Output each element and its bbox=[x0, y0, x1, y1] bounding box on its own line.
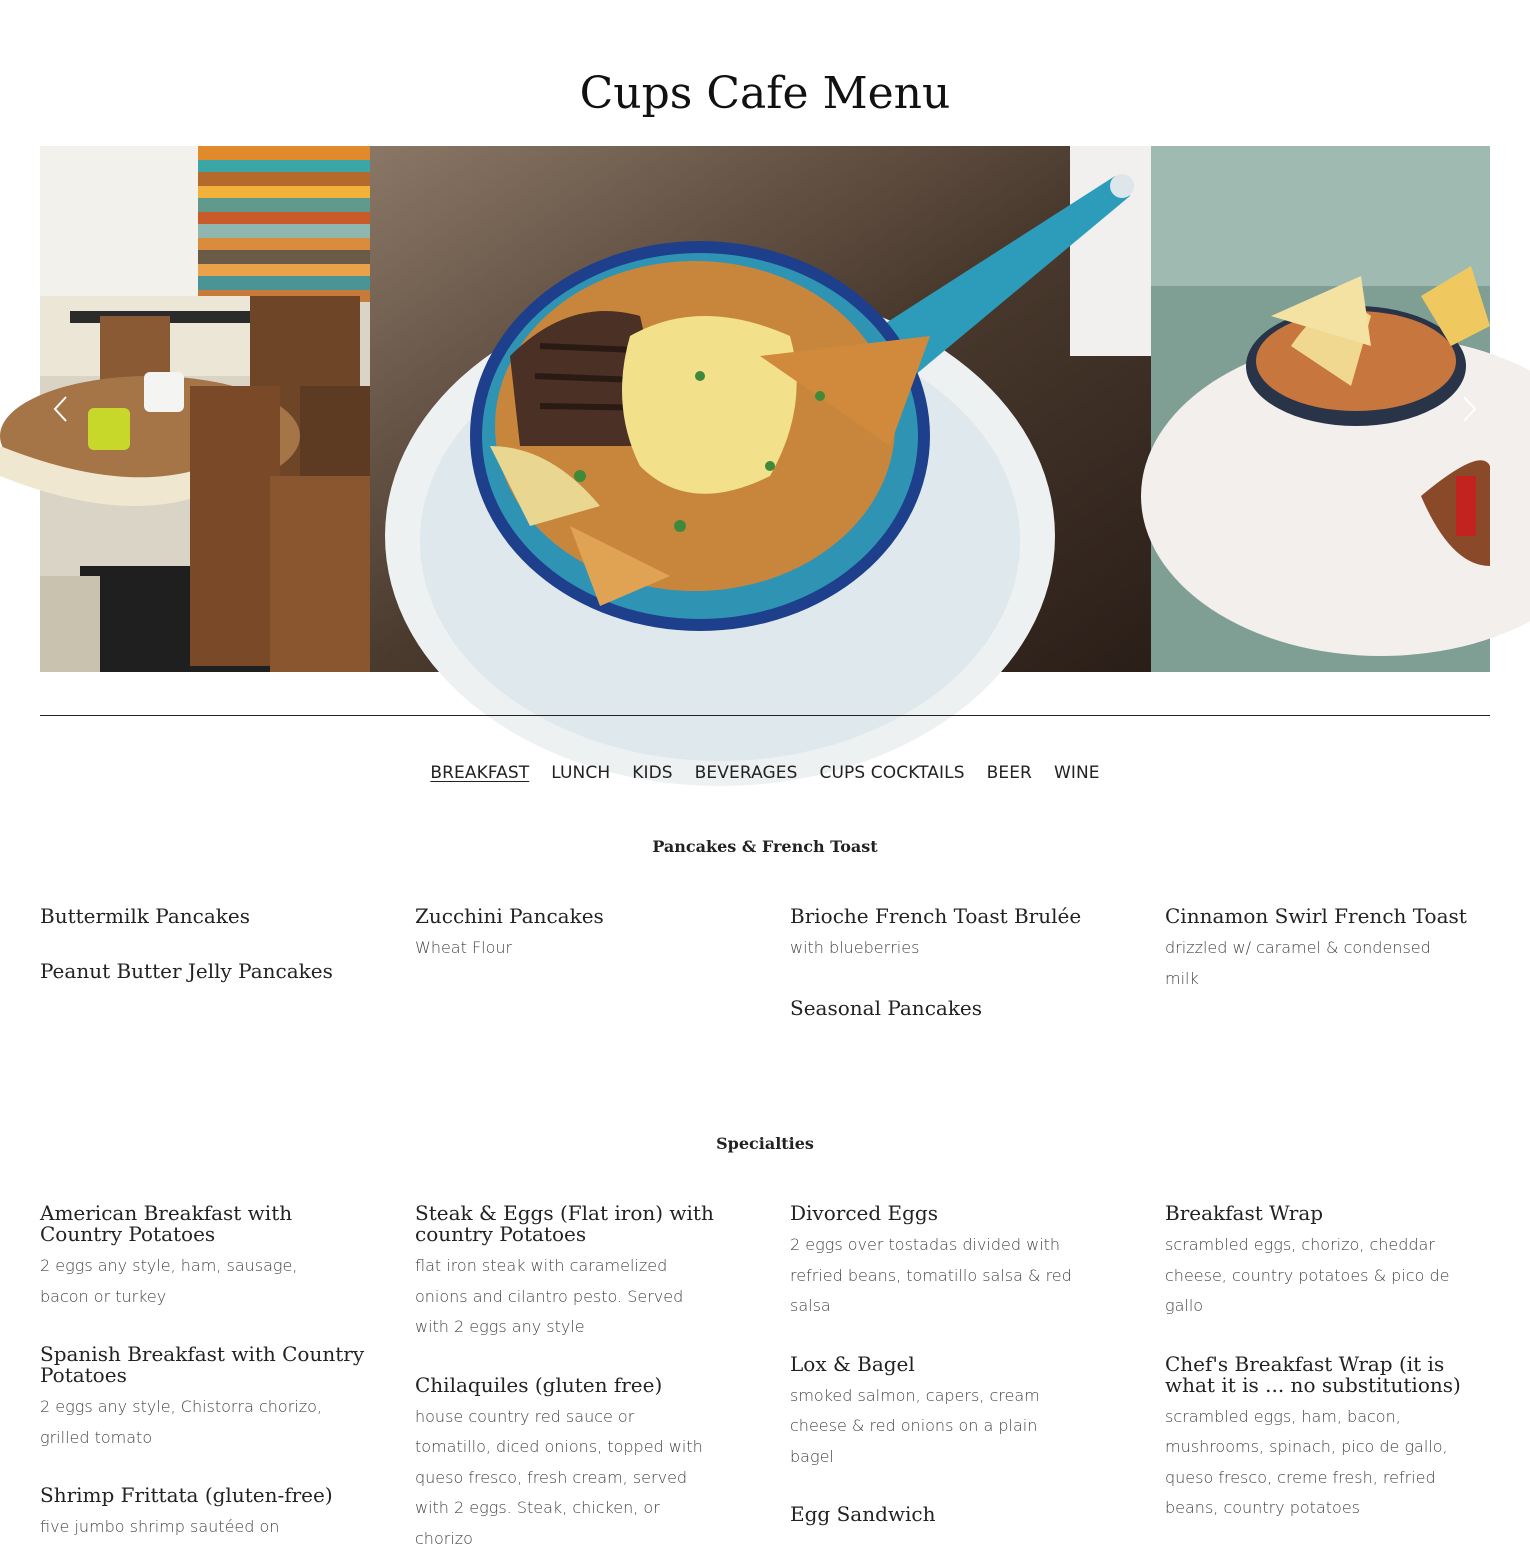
tab-kids[interactable]: KIDS bbox=[632, 760, 672, 786]
item-description: 2 eggs over tostadas divided with refried beans, tomatillo salsa & red salsa bbox=[790, 1230, 1080, 1322]
item-description: 2 eggs any style, ham, sausage, bacon or turkey bbox=[40, 1251, 330, 1312]
section-heading-specialties: Specialties bbox=[0, 1133, 1530, 1155]
menu-item bbox=[1165, 906, 1495, 994]
menu-item bbox=[415, 1203, 745, 1343]
item-name: Brioche French Toast Brulée bbox=[790, 906, 1120, 927]
menu-item bbox=[790, 906, 1120, 964]
item-description: 2 eggs any style, Chistorra chorizo, grilled tomato bbox=[40, 1392, 330, 1453]
item-name: Peanut Butter Jelly Pancakes bbox=[40, 961, 370, 982]
menu-item bbox=[790, 998, 1120, 1019]
menu-item bbox=[40, 1203, 370, 1312]
section-heading-pancakes: Pancakes & French Toast bbox=[0, 836, 1530, 858]
item-name: Seasonal Pancakes bbox=[790, 998, 1120, 1019]
item-name: Steak & Eggs (Flat iron) with country Potatoes bbox=[415, 1203, 745, 1245]
item-description: scrambled eggs, chorizo, cheddar cheese, country potatoes & pico de gallo bbox=[1165, 1230, 1455, 1322]
item-description: drizzled w/ caramel & condensed milk bbox=[1165, 933, 1455, 994]
item-name: Zucchini Pancakes bbox=[415, 906, 745, 927]
specialties-column-1 bbox=[40, 1203, 370, 1543]
tab-lunch[interactable]: LUNCH bbox=[551, 760, 610, 786]
carousel-slide-beans bbox=[1151, 146, 1490, 672]
item-name: Lox & Bagel bbox=[790, 1354, 1120, 1375]
carousel-prev-button[interactable] bbox=[46, 394, 76, 424]
menu-item bbox=[415, 1375, 745, 1554]
menu-item bbox=[40, 961, 370, 982]
beans-photo bbox=[1151, 146, 1490, 672]
chilaquiles-photo bbox=[370, 146, 1151, 672]
menu-item bbox=[790, 1203, 1120, 1322]
menu-tabs bbox=[0, 760, 1530, 786]
item-description: with blueberries bbox=[790, 933, 1080, 964]
menu-item bbox=[1165, 1354, 1495, 1524]
specialties-column-3 bbox=[790, 1203, 1120, 1525]
tab-cups-cocktails[interactable]: CUPS COCKTAILS bbox=[820, 760, 965, 786]
pancakes-column-1 bbox=[40, 906, 370, 982]
item-name: Breakfast Wrap bbox=[1165, 1203, 1495, 1224]
interior-photo bbox=[40, 146, 370, 672]
pancakes-column-2 bbox=[415, 906, 745, 964]
item-name: Buttermilk Pancakes bbox=[40, 906, 370, 927]
pancakes-column-3 bbox=[790, 906, 1120, 1019]
item-description: flat iron steak with caramelized onions and cilantro pesto. Served with 2 eggs any style bbox=[415, 1251, 705, 1343]
tab-beer[interactable]: BEER bbox=[987, 760, 1032, 786]
item-name: Divorced Eggs bbox=[790, 1203, 1120, 1224]
menu-item bbox=[40, 1485, 370, 1543]
chevron-right-icon bbox=[1454, 394, 1484, 424]
tab-beverages[interactable]: BEVERAGES bbox=[695, 760, 798, 786]
menu-item bbox=[40, 1344, 370, 1453]
section-divider bbox=[40, 715, 1490, 716]
specialties-column-2 bbox=[415, 1203, 745, 1554]
menu-item bbox=[790, 1354, 1120, 1473]
menu-item bbox=[1165, 1203, 1495, 1322]
page-title: Cups Cafe Menu bbox=[0, 66, 1530, 122]
item-name: Chilaquiles (gluten free) bbox=[415, 1375, 745, 1396]
item-name: Spanish Breakfast with Country Potatoes bbox=[40, 1344, 370, 1386]
menu-item bbox=[40, 906, 370, 927]
pancakes-column-4 bbox=[1165, 906, 1495, 994]
item-name: Cinnamon Swirl French Toast bbox=[1165, 906, 1495, 927]
carousel-slide-interior bbox=[40, 146, 370, 672]
item-name: Egg Sandwich bbox=[790, 1504, 1120, 1525]
item-description: smoked salmon, capers, cream cheese & red onions on a plain bagel bbox=[790, 1381, 1080, 1473]
item-description: scrambled eggs, ham, bacon, mushrooms, spinach, pico de gallo, queso fresco, creme fresh, refried beans, country potatoes bbox=[1165, 1402, 1455, 1524]
carousel-slide-chilaquiles bbox=[370, 146, 1151, 672]
specialties-column-4 bbox=[1165, 1203, 1495, 1524]
menu-item bbox=[415, 906, 745, 964]
item-name: Shrimp Frittata (gluten-free) bbox=[40, 1485, 370, 1506]
item-name: Chef's Breakfast Wrap (it is what it is ... no substitutions) bbox=[1165, 1354, 1495, 1396]
item-description: five jumbo shrimp sautéed on bbox=[40, 1512, 330, 1543]
photo-carousel[interactable] bbox=[40, 146, 1490, 672]
tab-breakfast[interactable]: BREAKFAST bbox=[430, 760, 529, 786]
menu-item bbox=[790, 1504, 1120, 1525]
item-name: American Breakfast with Country Potatoes bbox=[40, 1203, 370, 1245]
chevron-left-icon bbox=[46, 394, 76, 424]
carousel-next-button[interactable] bbox=[1454, 394, 1484, 424]
item-description: house country red sauce or tomatillo, diced onions, topped with queso fresco, fresh cream, served with 2 eggs. Steak, chicken, or chorizo bbox=[415, 1402, 705, 1554]
tab-wine[interactable]: WINE bbox=[1054, 760, 1100, 786]
item-description: Wheat Flour bbox=[415, 933, 705, 964]
